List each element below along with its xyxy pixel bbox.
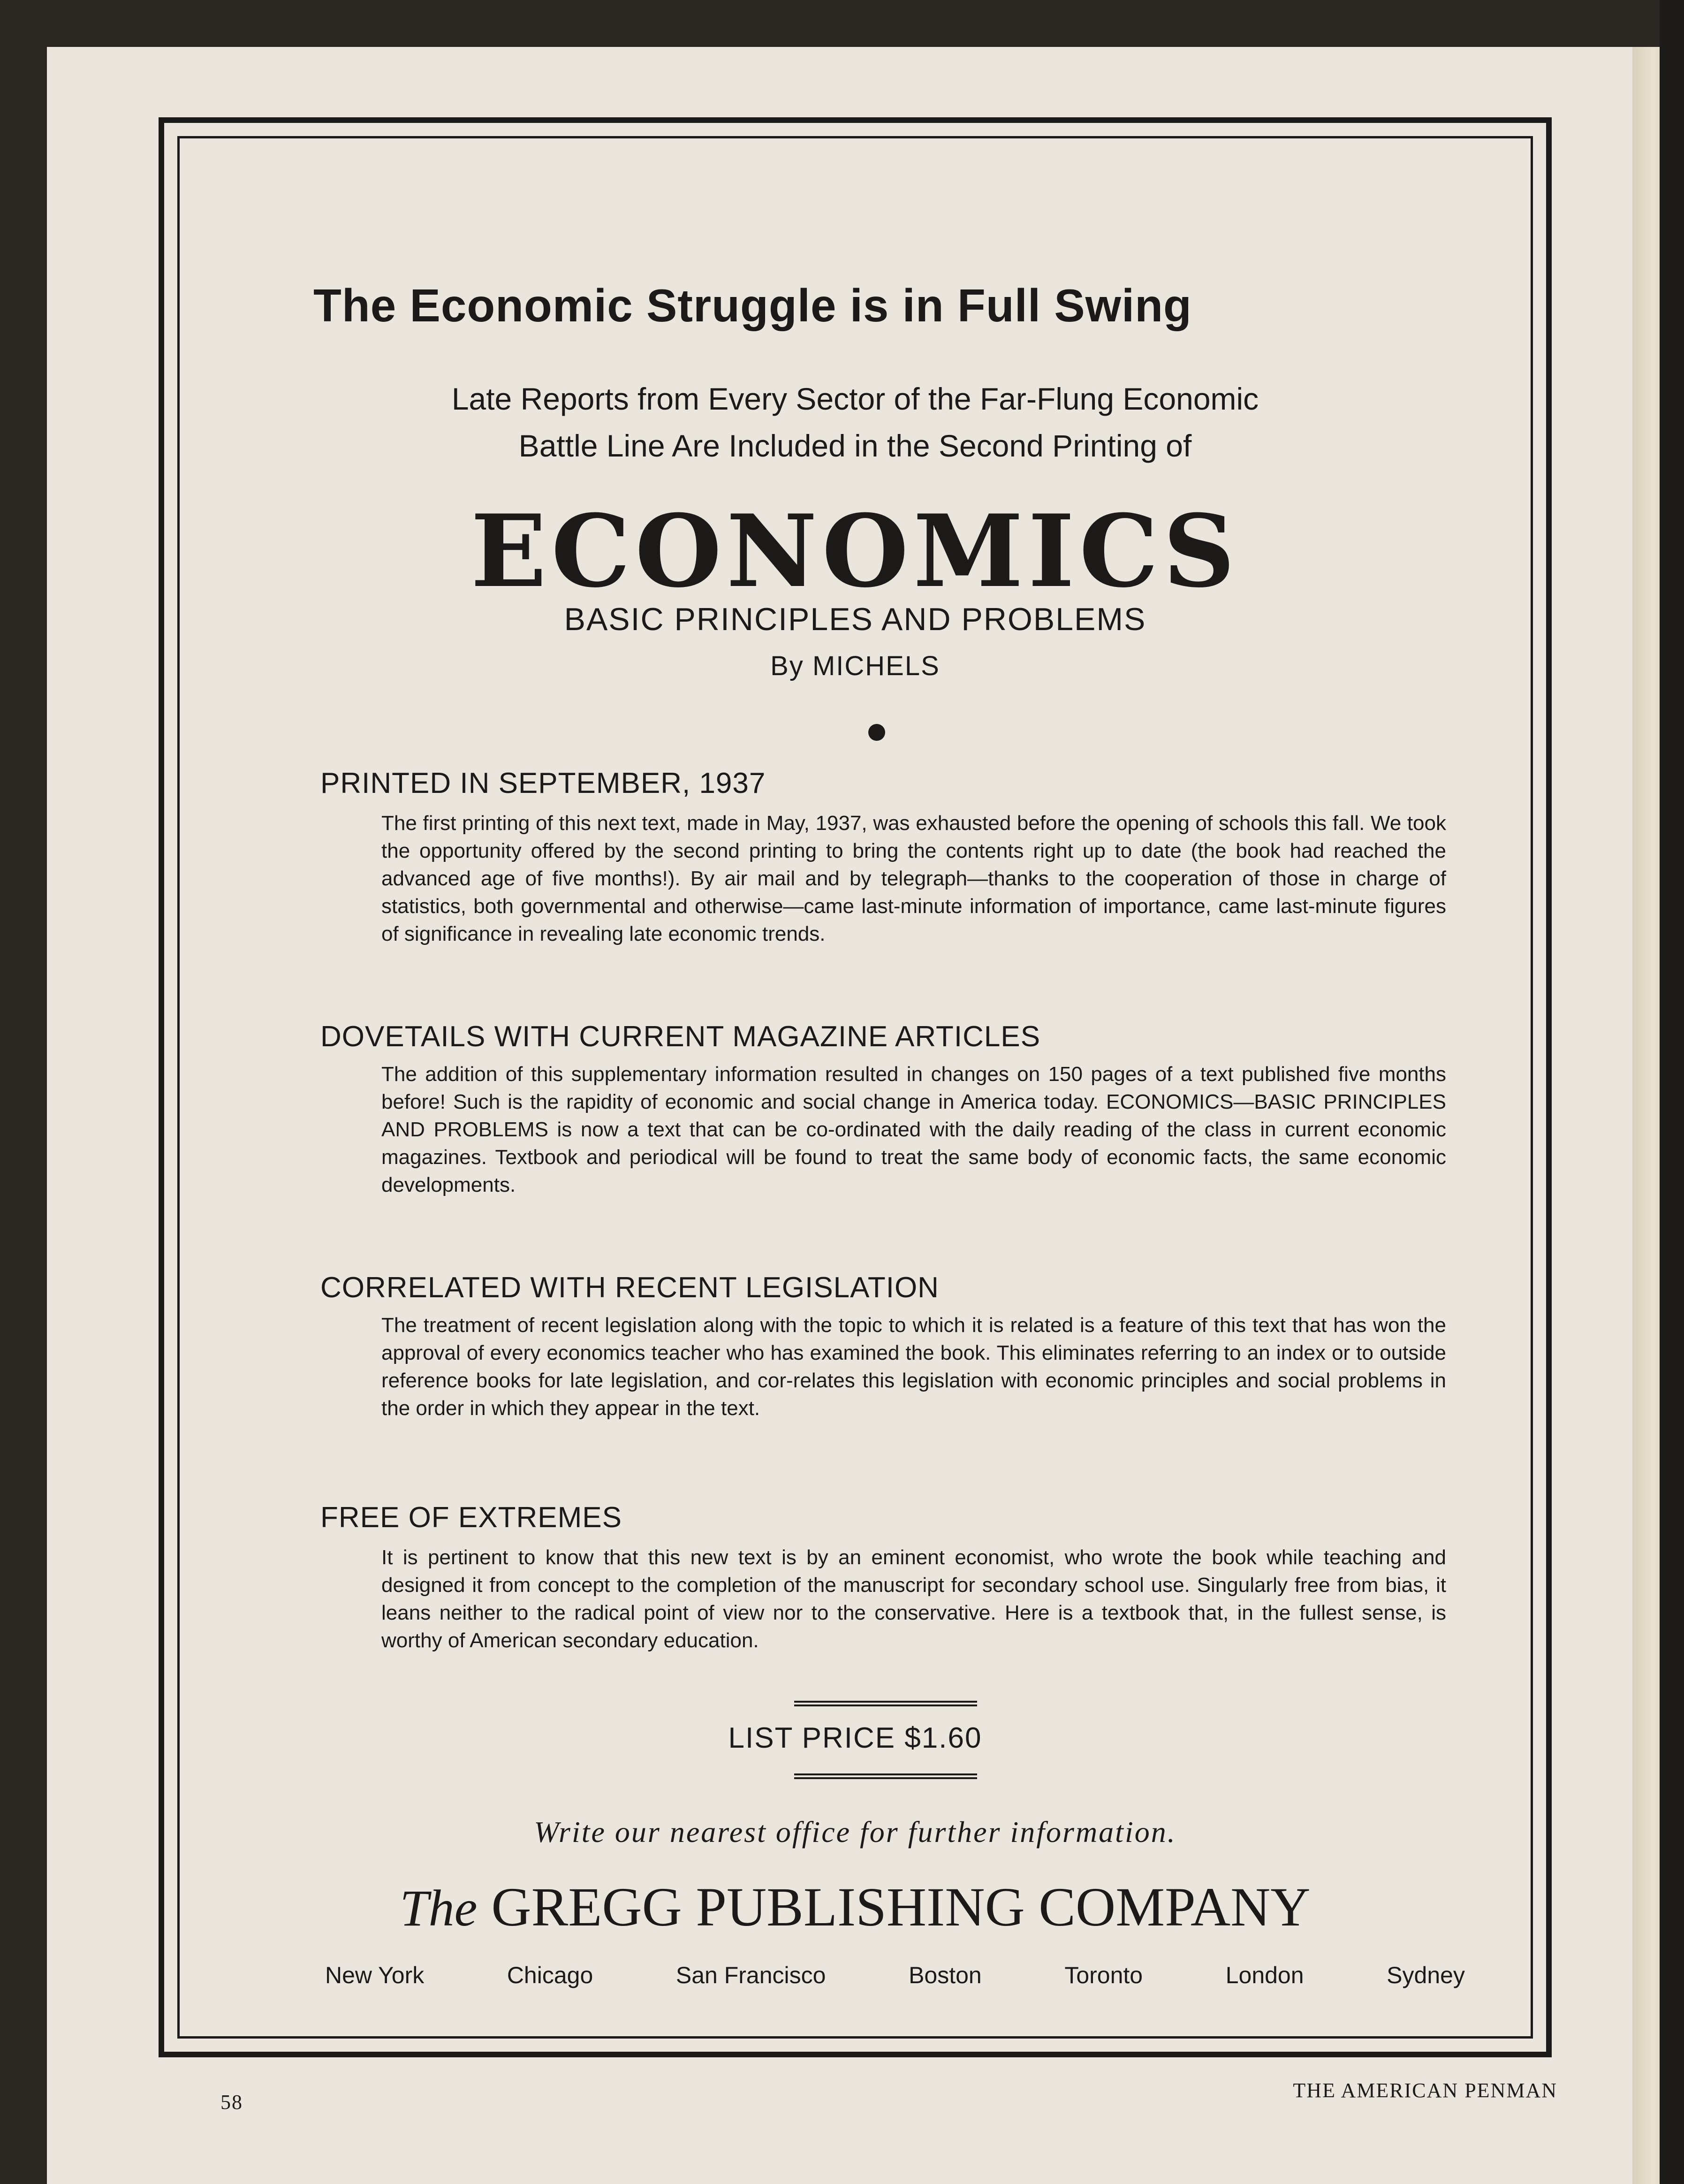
section-heading: FREE OF EXTREMES <box>320 1501 622 1534</box>
city: Boston <box>909 1962 982 1988</box>
page-number: 58 <box>220 2091 243 2114</box>
city: Sydney <box>1387 1962 1465 1988</box>
section-body: The first printing of this next text, made in May, 1937, was exhausted before the opening of schools this fall. We took the opportunity offered by the second printing to bring the contents right up to date (the book had reached the advanced age of five months!). By air mail and by telegraph—thanks to the cooperation of those in charge of statistics, both governmental and otherwise—came last-minute information of importance, came last-minute figures of significance in revealing late economic trends. <box>381 812 1446 945</box>
book-spine <box>1660 0 1684 2184</box>
contact-line: Write our nearest office for further information. <box>534 1815 1176 1849</box>
city: Toronto <box>1064 1962 1143 1988</box>
ad-subhead-line2: Battle Line Are Included in the Second Printing of <box>518 428 1192 463</box>
section-body: It is pertinent to know that this new text is by an eminent economist, who wrote the book while teaching and designed it from concept to the completion of the manuscript for secondary school use. Singularly free from bias, it leans neither to the radical point of view nor to the conservative. Here is a textbook that, in the fullest sense, is worthy of American secondary education. <box>381 1546 1446 1652</box>
city: New York <box>325 1962 425 1988</box>
section-body: The treatment of recent legislation along with the topic to which it is related is a feature of this text that has won the approval of every economics teacher who has examined the book. This eliminates referring to an index or to outside reference books for late legislation, and cor-relates this legislation with economic principles and social problems in the order in which they appear in the text. <box>381 1314 1446 1420</box>
section-heading: PRINTED IN SEPTEMBER, 1937 <box>320 767 766 799</box>
book-author: By MICHELS <box>770 651 940 681</box>
city: San Francisco <box>675 1962 826 1988</box>
ad-headline: The Economic Struggle is in Full Swing <box>313 280 1192 331</box>
book-subtitle: BASIC PRINCIPLES AND PROBLEMS <box>564 601 1146 637</box>
publisher-title: GREGG PUBLISHING COMPANY <box>491 1876 1311 1938</box>
ad-subhead-line1: Late Reports from Every Sector of the Far-Flung Economic <box>451 381 1259 416</box>
section-heading: DOVETAILS WITH CURRENT MAGAZINE ARTICLES <box>320 1020 1041 1053</box>
city: Chicago <box>507 1962 593 1988</box>
list-price: LIST PRICE $1.60 <box>728 1722 982 1754</box>
publisher-prefix: The <box>400 1880 478 1937</box>
price-rule-bottom <box>794 1773 977 1779</box>
advertisement <box>180 138 1531 2036</box>
magazine-name: THE AMERICAN PENMAN <box>1293 2079 1557 2102</box>
office-cities <box>325 1959 1465 1992</box>
section-heading: CORRELATED WITH RECENT LEGISLATION <box>320 1271 939 1304</box>
section-body: The addition of this supplementary information resulted in changes on 150 pages of a text published five months before! Such is the rapidity of economic and social change in America today. ECONOMICS—BASIC PRINCIPLES AND PROBLEMS is now a text that can be co-ordinated with the daily reading of the class in current economic magazines. Textbook and periodical will be found to treat the same body of economic facts, the same economic developments. <box>381 1063 1446 1196</box>
bullet-dot-icon <box>868 724 885 741</box>
publisher-name <box>180 1874 1531 1941</box>
city: London <box>1225 1962 1304 1988</box>
book-title: ECONOMICS <box>470 493 1240 609</box>
price-rule-top <box>794 1701 977 1706</box>
